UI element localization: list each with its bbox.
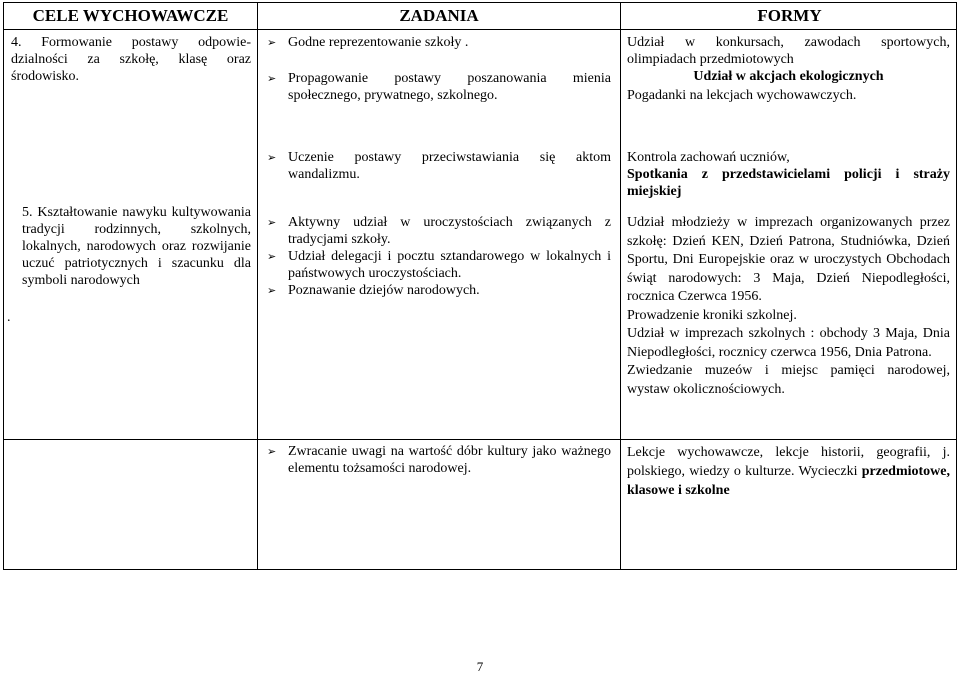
stray-dot: . (7, 310, 11, 325)
form-item: Pogadanki na lekcjach wychowawczych. (627, 88, 857, 103)
form-item: Prowadzenie kroniki szkolnej. (627, 307, 797, 323)
header-divider (4, 29, 956, 30)
bullet-arrow-icon: ➢ (267, 216, 277, 229)
task-item (263, 443, 611, 477)
task-text: Poznawanie dziejów narodowych. (288, 283, 480, 298)
task-item (263, 34, 611, 51)
goal-5: 5. Kształtowanie nawyku kultywowania tradycji rodzinnych, szkolnych, lokalnych, narodowych oraz rozwijanie uczuć patriotycznych i szacunku dla symboli narodowych (22, 205, 251, 288)
tasks-r1 (263, 34, 611, 104)
forms-r1 (627, 34, 950, 104)
column-divider (257, 3, 258, 569)
form-item: Zwiedzanie muzeów i miejsc pamięci narodowej, wystaw okolicznościowych. (627, 363, 950, 397)
form-item: Udział w imprezach szkolnych : obchody 3 Maja, Dnia Niepodległości, rocznicy czerwca 1956, Dnia Patrona. (627, 326, 950, 360)
bullet-arrow-icon: ➢ (267, 284, 277, 297)
form-item: Udział młodzieży w imprezach organizowanych przez szkołę: Dzień KEN, Dzień Patrona, Studniówka, Dzień Sportu, Dni Europejskie oraz w uroczystych Obchodach świąt narodowych: 3 Maja, Dzień Niepodległości, rocznica Czerwca 1956. (627, 215, 950, 304)
task-text: Udział delegacji i pocztu sztandarowego w lokalnych i państwowych uroczystościach. (288, 249, 611, 281)
tasks-r4 (263, 443, 611, 477)
curriculum-table (3, 2, 957, 570)
task-item (263, 149, 611, 183)
task-item (263, 214, 611, 248)
task-item (263, 248, 611, 282)
form-item-bold: Spotkania z przedstawicielami policji i straży miejskiej (627, 167, 950, 199)
page-number: 7 (476, 659, 484, 674)
form-item-bold: Udział w akcjach ekologicznych (693, 69, 884, 84)
tasks-r3 (263, 214, 611, 299)
forms-r2 (627, 149, 950, 200)
bullet-arrow-icon: ➢ (267, 72, 277, 85)
bullet-arrow-icon: ➢ (267, 250, 277, 263)
row-divider (4, 439, 956, 440)
goal-4: 4. Formowanie postawy odpowie-dzialności za szkołę, klasę oraz środowisko. (11, 35, 251, 84)
bullet-arrow-icon: ➢ (267, 151, 277, 164)
form-item: Udział w konkursach, zawodach sportowych, olimpiadach przedmiotowych (627, 35, 950, 67)
form-text: Lekcje wychowawcze, lekcje historii, geografii, j. polskiego, wiedzy o kulturze. Wycieczki (627, 445, 950, 479)
task-item (263, 282, 611, 299)
task-text: Propagowanie postawy poszanowania mienia społecznego, prywatnego, szkolnego. (288, 71, 611, 103)
forms-r3 (627, 214, 950, 399)
task-text: Aktywny udział w uroczystościach związanych z tradycjami szkoły. (288, 215, 611, 247)
forms-r4 (627, 443, 950, 500)
form-item: Kontrola zachowań uczniów, (627, 150, 790, 165)
form-text-bold: przedmiotowe, klasowe i szkolne (627, 464, 950, 498)
header-forms: FORMY (757, 6, 822, 25)
bullet-arrow-icon: ➢ (267, 36, 277, 49)
task-text: Uczenie postawy przeciwstawiania się aktom wandalizmu. (288, 150, 611, 182)
task-text: Godne reprezentowanie szkoły . (288, 35, 469, 50)
header-tasks: ZADANIA (399, 6, 479, 25)
bullet-arrow-icon: ➢ (267, 445, 277, 458)
column-divider (620, 3, 621, 569)
tasks-r2 (263, 149, 611, 183)
task-item (263, 70, 611, 104)
task-text: Zwracanie uwagi na wartość dóbr kultury jako ważnego elementu tożsamości narodowej. (288, 444, 611, 476)
header-goals: CELE WYCHOWAWCZE (32, 6, 229, 25)
